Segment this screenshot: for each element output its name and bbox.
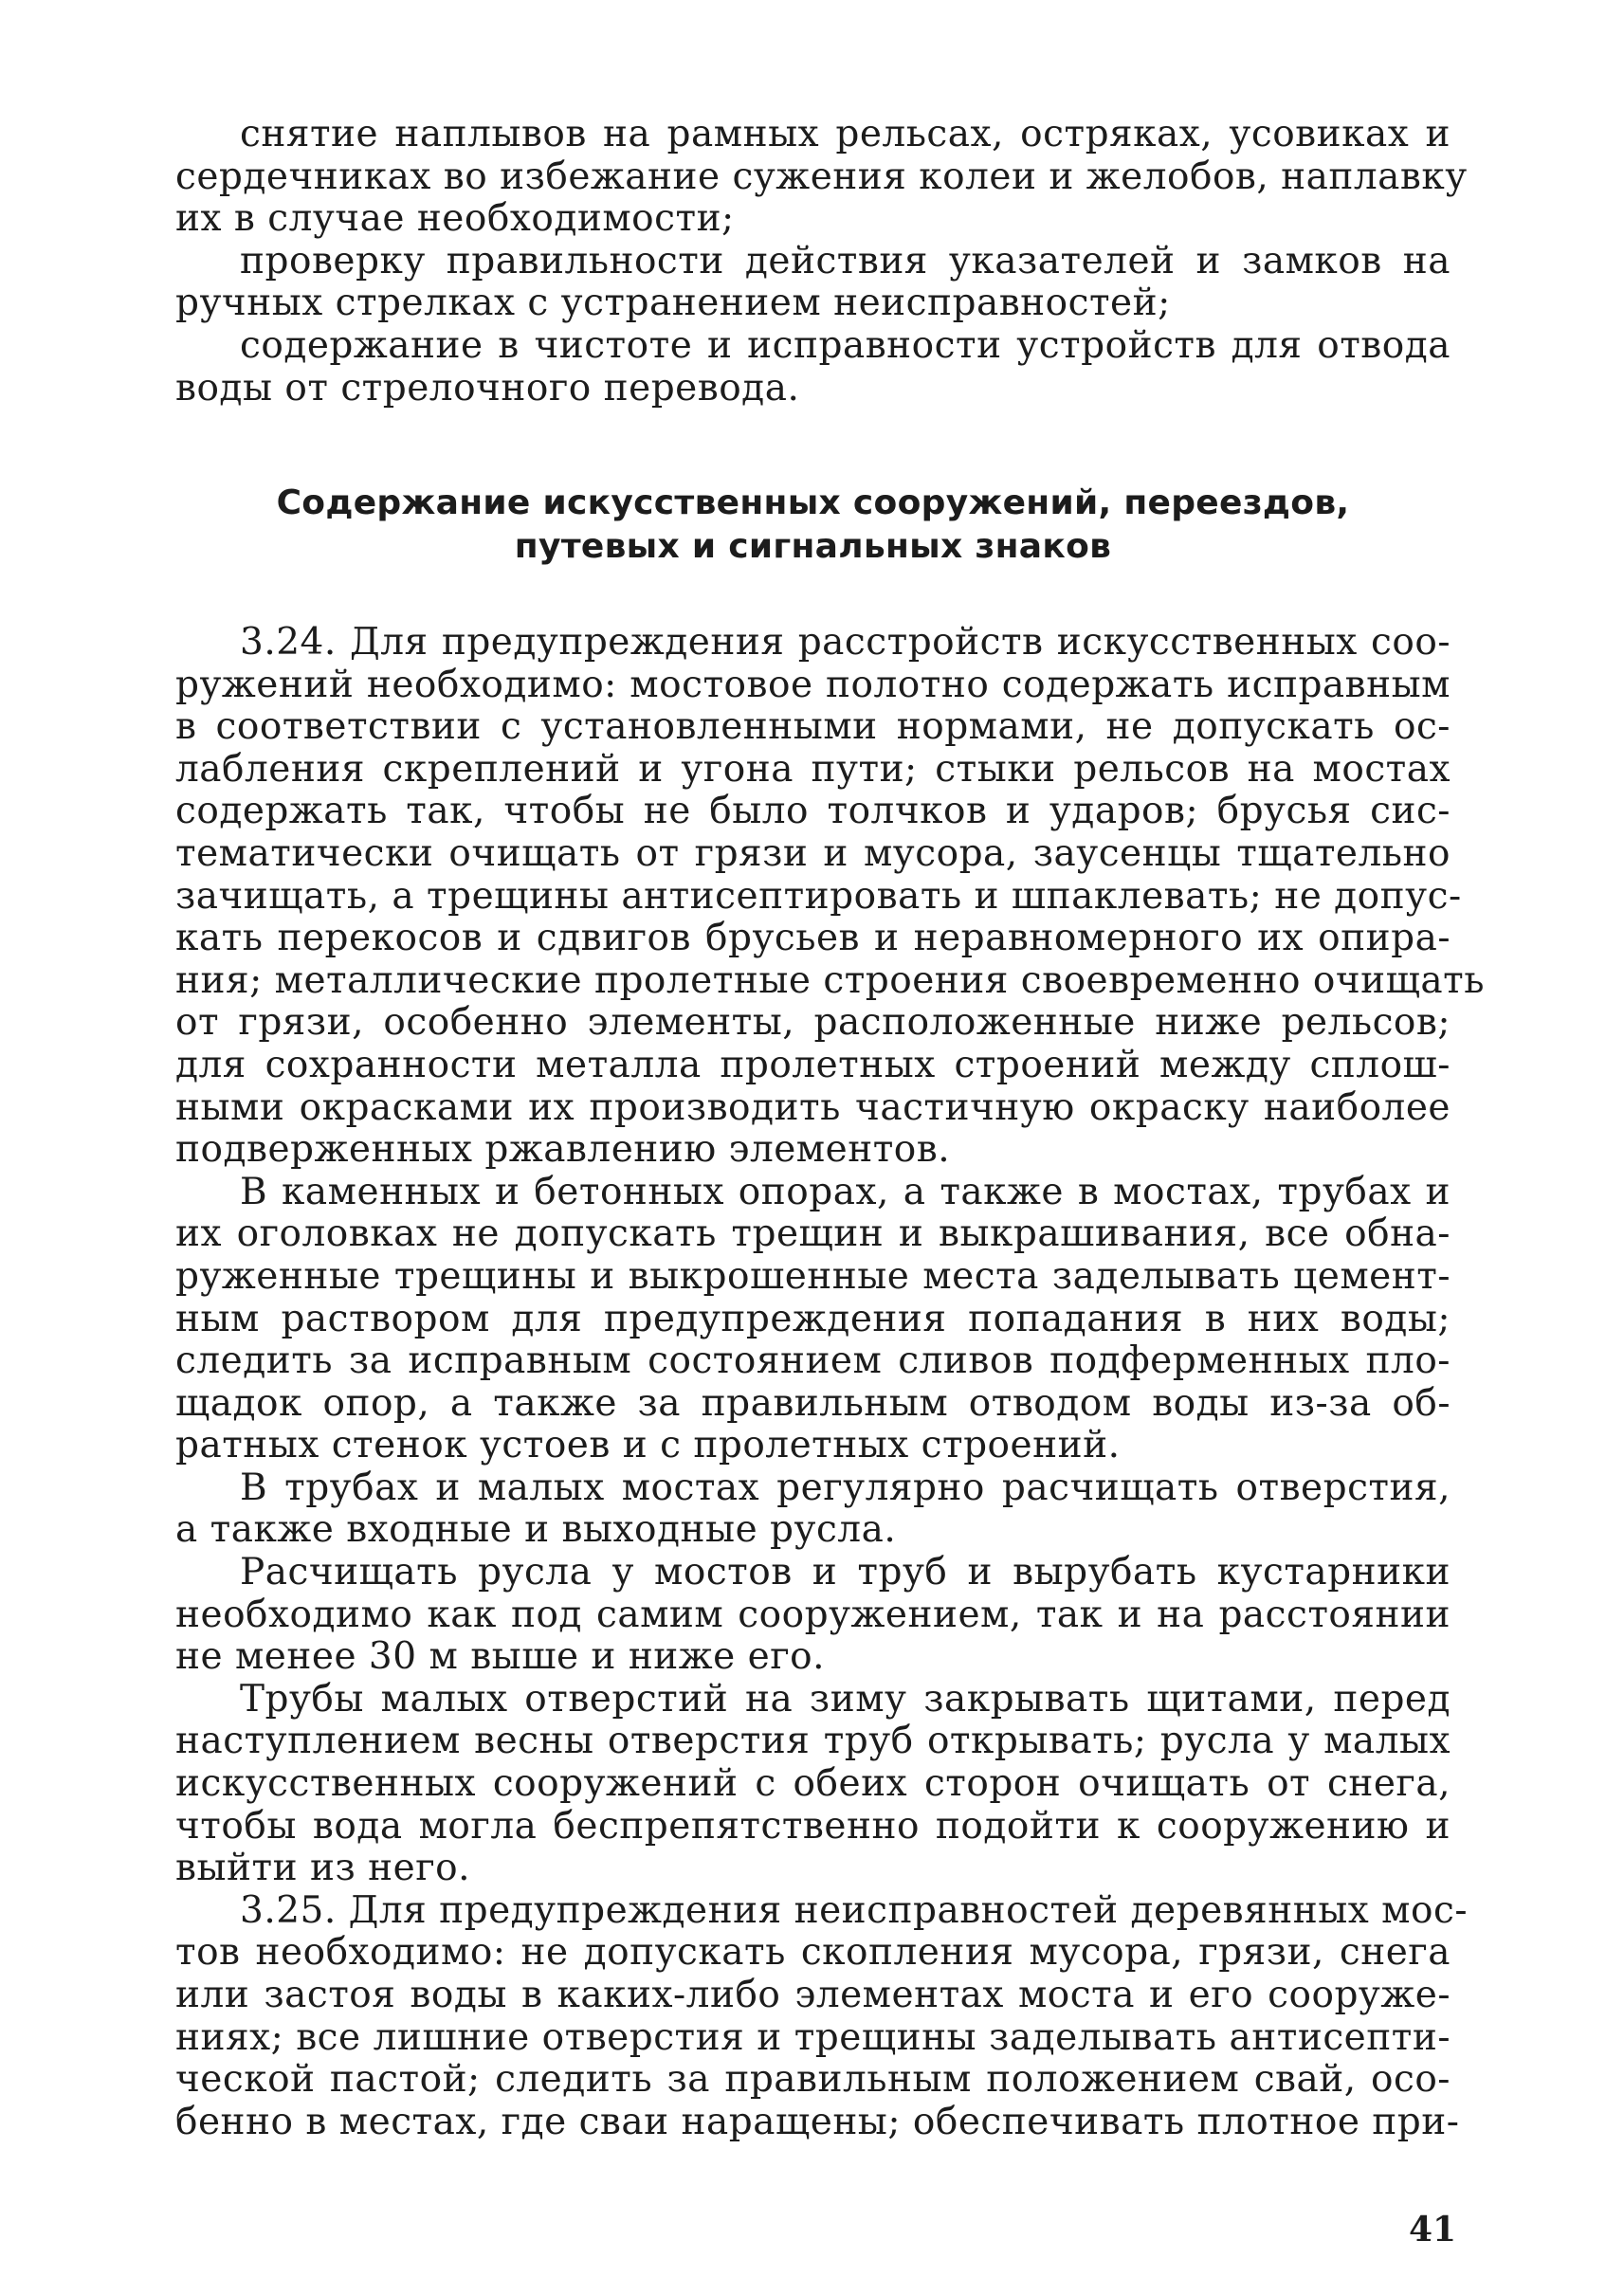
paragraph-winter <box>175 1679 1451 1890</box>
text-line: подверженных ржавлению элементов. <box>175 1128 951 1172</box>
section-heading <box>175 482 1451 569</box>
text-line: сердечниках во избежание сужения колеи и желобов, наплавку <box>175 155 1468 198</box>
main-text-block <box>175 621 1485 2143</box>
text-line: ным раствором для предупреждения попадания в них воды; <box>175 1297 1451 1340</box>
paragraph-rail-overflow <box>175 113 1468 241</box>
text-line: не менее 30 м выше и ниже его. <box>175 1635 826 1679</box>
text-line: лабления скреплений и угона пути; стыки рельсов на мостах <box>175 747 1451 791</box>
text-line: необходимо как под самим сооружением, так и на расстоянии <box>175 1593 1451 1636</box>
text-line: их оголовках не допускать трещин и выкрашивания, все обна- <box>175 1212 1451 1256</box>
intro-text-block <box>175 113 1468 410</box>
paragraph-drainage <box>175 325 1451 410</box>
text-line: 3.24. Для предупреждения расстройств искусственных соо- <box>240 621 1451 664</box>
section-heading-line-1: Содержание искусственных сооружений, переездов, <box>276 483 1350 522</box>
text-line: проверку правильности действия указателей и замков на <box>240 239 1451 282</box>
text-line: воды от стрелочного перевода. <box>175 366 800 410</box>
text-line: ниях; все лишние отверстия и трещины заделывать антисепти- <box>175 2015 1451 2059</box>
text-line: ратных стенок устоев и с пролетных строений. <box>175 1424 1121 1467</box>
text-line: или застоя воды в каких-либо элементах моста и его сооруже- <box>175 1974 1451 2016</box>
text-line: ными окрасками их производить частичную окраску наиболее <box>175 1085 1451 1129</box>
text-line: 3.25. Для предупреждения неисправностей деревянных мос- <box>240 1888 1468 1932</box>
text-line: ручных стрелках с устранением неисправностей; <box>175 282 1171 325</box>
text-line: бенно в местах, где сваи наращены; обеспечивать плотное при- <box>175 2100 1460 2143</box>
text-line: руженные трещины и выкрошенные места заделывать цемент- <box>175 1254 1451 1298</box>
paragraph-pipes <box>175 1467 1451 1552</box>
text-line: наступлением весны отверстия труб открывать; русла у малых <box>175 1720 1451 1763</box>
text-line: В каменных и бетонных опорах, а также в мостах, трубах и <box>240 1170 1451 1213</box>
text-line: а также входные и выходные русла. <box>175 1508 897 1552</box>
paragraph-channels <box>175 1552 1451 1679</box>
text-line: от грязи, особенно элементы, расположенные ниже рельсов; <box>175 1001 1451 1045</box>
paragraph-switch-locks <box>175 241 1451 325</box>
text-line: тов необходимо: не допускать скопления мусора, грязи, снега <box>175 1931 1451 1975</box>
text-line: Трубы малых отверстий на зиму закрывать щитами, перед <box>240 1677 1451 1721</box>
text-line: в соответствии с установленными нормами, не допускать ос- <box>175 705 1451 749</box>
text-line: их в случае необходимости; <box>175 197 735 241</box>
text-line: кать перекосов и сдвигов брусьев и неравномерного их опира- <box>175 917 1451 960</box>
text-line: ружений необходимо: мостовое полотно содержать исправным <box>175 663 1451 706</box>
text-line: следить за исправным состоянием сливов подферменных пло- <box>175 1339 1451 1383</box>
section-heading-line-2: путевых и сигнальных знаков <box>514 527 1112 566</box>
paragraph-3-25 <box>175 1888 1468 2144</box>
paragraph-stone-supports <box>175 1172 1451 1467</box>
text-line: содержание в чистоте и исправности устройств для отвода <box>240 323 1451 367</box>
text-line: содержать так, чтобы не было толчков и ударов; брусья сис- <box>175 790 1451 833</box>
page-number: 41 <box>1409 2210 1457 2249</box>
text-line: щадок опор, а также за правильным отводом воды из-за об- <box>175 1381 1451 1425</box>
text-line: В трубах и малых мостах регулярно расчищать отверстия, <box>240 1466 1451 1509</box>
text-line: зачищать, а трещины антисептировать и шпаклевать; не допус- <box>175 874 1462 918</box>
text-line: ческой пастой; следить за правильным положением свай, осо- <box>175 2058 1451 2102</box>
text-line: выйти из него. <box>175 1847 471 1890</box>
text-line: снятие наплывов на рамных рельсах, остряках, усовиках и <box>240 113 1451 155</box>
text-line: Расчищать русла у мостов и труб и вырубать кустарники <box>240 1551 1451 1594</box>
paragraph-3-24 <box>175 621 1485 1172</box>
text-line: ния; металлические пролетные строения своевременно очищать <box>175 958 1485 1002</box>
text-line: тематически очищать от грязи и мусора, заусенцы тщательно <box>175 831 1451 875</box>
text-line: чтобы вода могла беспрепятственно подойти к сооружению и <box>175 1804 1451 1848</box>
text-line: для сохранности металла пролетных строений между сплош- <box>175 1043 1451 1086</box>
text-line: искусственных сооружений с обеих сторон очищать от снега, <box>175 1762 1451 1806</box>
